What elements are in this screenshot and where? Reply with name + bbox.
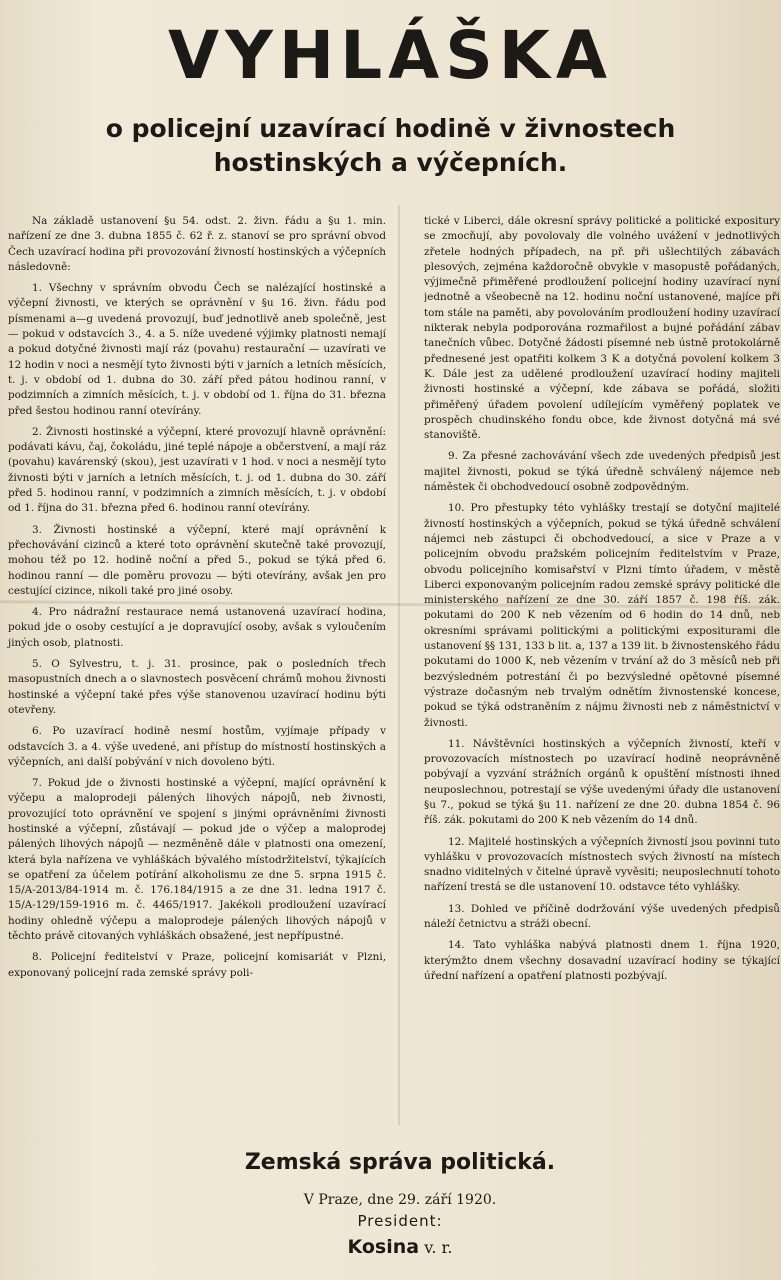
paragraph-12: 12. Majitelé hostinských a výčepních živností jsou povinni tuto vyhlášku v provozovacích místnostech svých živností na místech snadno viditelných v čitelné úpravě vyvěsiti; neuposlechnutí tohoto nařízení trestá se dle ustanovení 10. odstavce této vyhlášky.: [424, 835, 780, 894]
paragraph-11: 11. Návštěvníci hostinských a výčepních živností, kteří v provozovacích místnostech po uzavírací hodině neoprávněně pobývají a vyzvání strážních orgánů k opuštění místnosti ihned neuposlechnou, potrestají se výše uvedenými úřady dle ustanovení §u 7., pokud se týká §u 11. nařízení ze dne 20. dubna 1854 č. 96 říš. zák. pokutami do 200 K neb vězením do 14 dnů.: [424, 737, 780, 827]
signature-role: President:: [357, 1212, 443, 1230]
left-column: [8, 214, 386, 987]
paragraph-8-continued: tické v Liberci, dále okresní správy politické a politické expositury se zmocňují, aby povolovaly dle volného uvážení v jednotlivých zřetele hodných případech, na př. při ušlechtilých zábavách plesových, zejména každoročně obvykle v masopustě pořádaných, výjimečně přiměřené prodloužení policejní hodiny uzavírací nyní jednotně a všeobecně na 12. hodinu noční ustanovené, majíce při tom stále na paměti, aby povolováním prodloužení hodiny uzavírací nikterak nebyla podporována rozmařilost a bujné pořádání zábav tanečních vůbec. Dotyčné žádosti písemné neb ústně protokolárně přednesené jest opatřiti kolkem 3 K a dotyčná povolení kolkem 3 K. Dále jest za udělené prodloužení uzavírací hodiny majiteli živnosti hostinské a výčepní, kde zábava se pořádá, složiti přiměřený úřadem povolení udílejícím vyměřený poplatek ve prospěch chudinského fondu obce, kde živnost dotyčná má své stanoviště.: [424, 215, 780, 442]
paragraph-7: 7. Pokud jde o živnosti hostinské a výčepní, mající oprávnění k výčepu a maloprodeji pálených lihových nápojů, neb živnosti, provozující toto oprávnění ve spojení s jinými oprávněními živnosti hostinské a výčepní, zůstávají — pokud jde o výčep a maloprodej pálených lihových nápojů — nezměněně dále v platnosti ona omezení, která byla nařízena ve vyhláškách bývalého místodržitelství, týkajících se opatření za účelem potírání alkoholismu ze dne 5. srpna 1915 č. 15/A-2013/84-1914 m. č. 176.184/1915 a ze dne 31. ledna 1917 č. 15/A-129/159-1916 m. č. 4465/1917. Jakékoli prodloužení uzavírací hodiny ohledně výčepu a maloprodeje pálených lihových nápojů v těchto právě citovaných vyhláškách obsažené, jest nepřípustné.: [8, 777, 386, 943]
paragraph-1: 1. Všechny v správním obvodu Čech se nalézající hostinské a výčepní živnosti, ve kterých se oprávnění v §u 16. živn. řádu pod písmenami a—g uvedená provozují, buď jednotlivě aneb společně, jest — pokud v odstavcích 3., 4. a 5. níže uvedené výjimky platnosti nemají a pokud dotyčné živnosti mají ráz (povahu) restaurační — uzavírati ve 12 hodin v noci a nesmějí tyto živnosti býti v jarních a letních měsících, t. j. v období od 1. dubna do 30. září před pátou hodinou ranní, v podzimních a zimních měsících, t. j. v období od 1. října do 31. března před šestou hodinou ranní otevírány.: [8, 282, 386, 417]
paragraph-10: 10. Pro přestupky této vyhlášky trestají se dotyční majitelé živností hostinských a výčepních, pokud se týká úředně schválení nájemci neb zástupci či obchodvedoucí, a sice v Praze a v policejním obvodu pražském policejním ředitelstvím v Praze, obvodu policejního komisařství v Plzni tímto úřadem, v městě Liberci exponovaným policejním radou zemské správy politické dle ministerského nařízení ze dne 30. září 1857 č. 198 říš. zák. pokutami do 200 K neb vězením od 6 hodin do 14 dnů, neb okresními správami politickými a politickými expositurami dle ustanovení §§ 131, 133 b lit. a, 137 a 139 lit. b živnostenského řádu pokutami do 1000 K, neb vězením v trvání až do 3 měsíců neb při bezvýsledném potrestání či po bezvýsledné opětovné písemné výstraze dočasným neb trvalým odnětím živnostenské koncese, pokud se týká odstraněním z nájmu živnosti neb z náměstnictví v živnosti.: [424, 502, 780, 729]
paragraph-4: 4. Pro nádražní restaurace nemá ustanovená uzavírací hodina, pokud jde o osoby cestující a je dopravující osoby, avšak s vyloučením jiných osob, platnosti.: [8, 606, 386, 649]
document-title: VYHLÁŠKA: [168, 17, 613, 94]
paragraph-6: 6. Po uzavírací hodině nesmí hostům, vyjímaje případy v odstavcích 3. a 4. výše uvedené, ani přístup do místností hostinských a výčepních, ani další pobývání v nich dovoleno býti.: [8, 725, 386, 768]
signature-place-date: V Praze, dne 29. září 1920.: [303, 1192, 497, 1208]
signature-name-line: [0, 1236, 781, 1258]
paragraph-5: 5. O Sylvestru, t. j. 31. prosince, pak o posledních třech masopustních dnech a o slavnostech posvěcení chrámů mohou živnosti hostinské a výčepní také přes výše stanovenou uzavírací hodinu býti otevřeny.: [8, 658, 386, 716]
signature-suffix: v. r.: [424, 1238, 453, 1257]
paragraph-9: 9. Za přesné zachovávání všech zde uvedených předpisů jest majitel živnosti, pokud se týká úředně schválený nájemce neb náměstek či obchodvedoucí osobně zodpovědným.: [424, 450, 780, 494]
paragraph-3: 3. Živnosti hostinské a výčepní, které mají oprávnění k přechovávání cizinců a které toto oprávnění skutečně také provozují, mohou též po 12. hodině noční a před 5., pokud se týká před 6. hodinou ranní — dle poměru provozu — býti otevírány, avšak jen pro cestující cizince, nikoli také pro jiné osoby.: [8, 523, 386, 597]
signature-authority: Zemská správa politická.: [244, 1150, 556, 1175]
fold-line-vertical: [398, 205, 400, 1125]
subtitle-line-1: o policejní uzavírací hodině v živnostech: [105, 114, 676, 143]
paragraph-13: 13. Dohled ve příčině dodržování výše uvedených předpisů náleží četnictvu a stráži obecní.: [424, 902, 780, 931]
right-column: [424, 214, 780, 990]
paragraph-intro: Na základě ustanovení §u 54. odst. 2. živn. řádu a §u 1. min. nařízení ze dne 3. dubna 1855 č. 62 ř. z. stanoví se pro správní obvod Čech uzavírací hodina při provozování živností hostinských a výčepních následovně:: [8, 215, 386, 273]
paragraph-2: 2. Živnosti hostinské a výčepní, které provozují hlavně oprávnění: podávati kávu, čaj, čokoládu, jiné teplé nápoje a občerstvení, a mají ráz (povahu) kavárenský (skou), jest uzavírati v 1 hod. v noci a nesmějí tyto živnosti býti v jarních a letních měsících, t. j. od 1. dubna do 30. září před 5. hodinou ranní, v podzimních a zimních měsících, t. j. v období od 1. října do 31. března před 6. hodinou ranní otevírány.: [8, 425, 386, 515]
paragraph-8-start: 8. Policejní ředitelství v Praze, policejní komisariát v Plzni, exponovaný policejní rada zemské správy poli-: [8, 951, 386, 979]
signature-name: Kosina: [347, 1236, 420, 1258]
subtitle-line-2: hostinských a výčepních.: [213, 148, 568, 177]
paragraph-14: 14. Tato vyhláška nabývá platnosti dnem 1. října 1920, kterýmžto dnem všechny dosavadní uzavírací hodiny se týkající úřední nařízení a opatření platnosti pozbývají.: [424, 939, 780, 982]
document-subtitle: [0, 112, 781, 180]
